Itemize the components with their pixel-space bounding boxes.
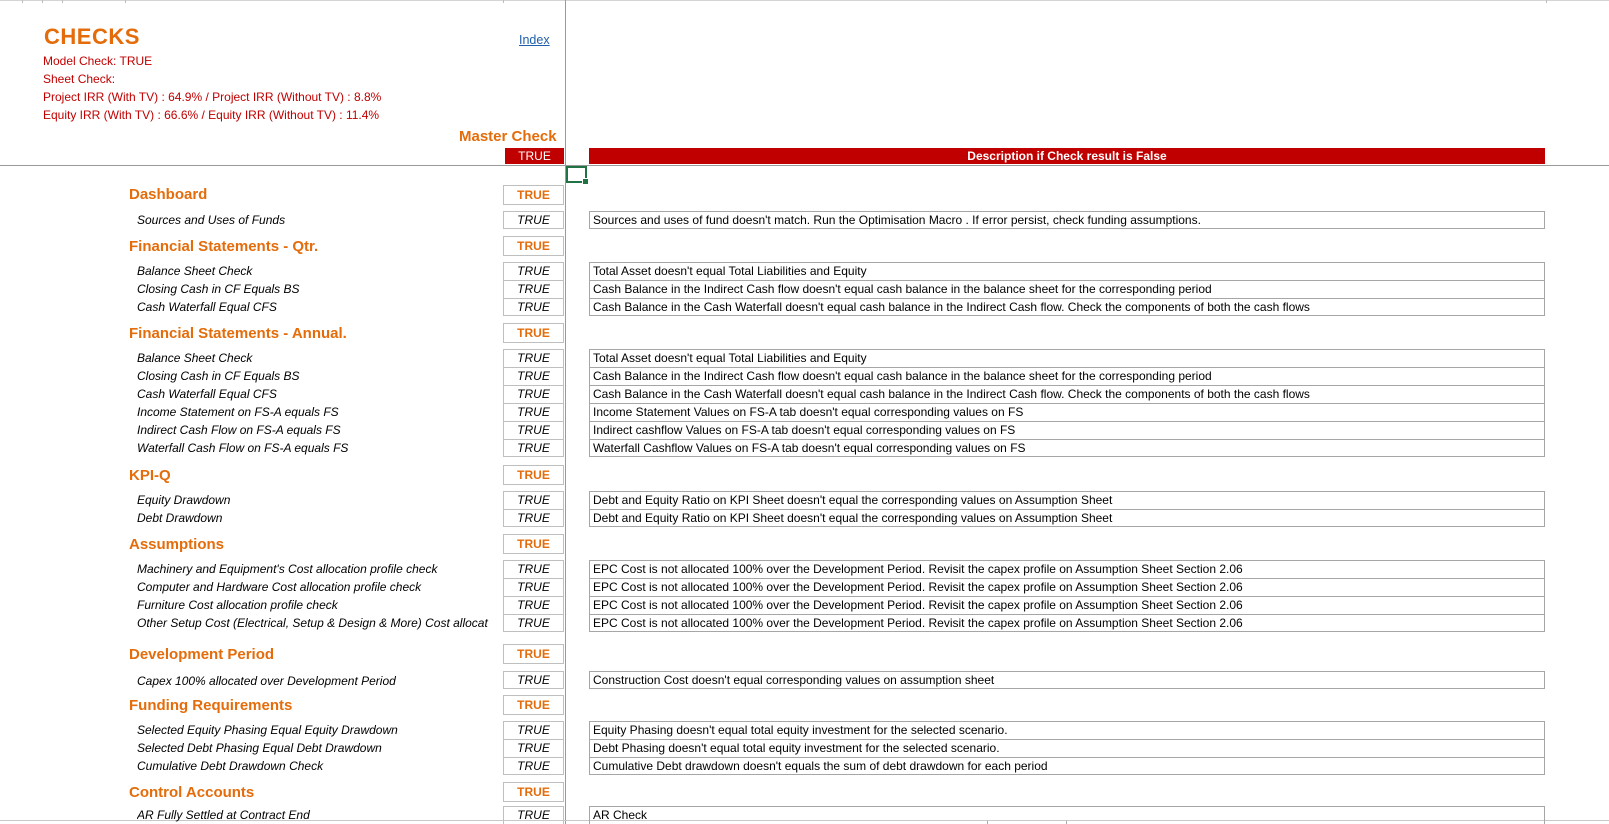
check-value[interactable]: TRUE [503, 280, 564, 298]
column-header-strip [0, 0, 1609, 4]
check-value[interactable]: TRUE [503, 671, 564, 689]
section-check-value[interactable]: TRUE [503, 695, 564, 715]
check-value[interactable]: TRUE [503, 491, 564, 509]
check-label: Capex 100% allocated over Development Period [137, 674, 396, 688]
check-label: AR Fully Settled at Contract End [137, 808, 310, 822]
freeze-pane-horizontal [0, 165, 1609, 166]
check-value[interactable]: TRUE [503, 211, 564, 229]
check-label: Computer and Hardware Cost allocation profile check [137, 580, 422, 594]
check-description[interactable]: AR Check [589, 806, 1545, 824]
section-check-value[interactable]: TRUE [503, 185, 564, 205]
check-label: Sources and Uses of Funds [137, 213, 286, 227]
check-value[interactable]: TRUE [503, 298, 564, 316]
section-check-value[interactable]: TRUE [503, 644, 564, 664]
section-check-value[interactable]: TRUE [503, 782, 564, 802]
section-title-kpi-q: KPI-Q [129, 467, 171, 484]
check-label: Equity Drawdown [137, 493, 231, 507]
check-value[interactable]: TRUE [503, 614, 564, 632]
section-title-assumptions: Assumptions [129, 536, 225, 553]
check-label: Selected Equity Phasing Equal Equity Drawdown [137, 723, 398, 737]
check-description[interactable]: Indirect cashflow Values on FS-A tab doesn't equal corresponding values on FS [589, 421, 1545, 439]
check-description[interactable]: EPC Cost is not allocated 100% over the Development Period. Revisit the capex profile on Assumption Sheet Section 2.06 [589, 596, 1545, 614]
check-value[interactable]: TRUE [503, 439, 564, 457]
section-title-fs-qtr: Financial Statements - Qtr. [129, 238, 319, 255]
check-label: Cash Waterfall Equal CFS [137, 300, 277, 314]
section-check-value[interactable]: TRUE [503, 465, 564, 485]
index-link[interactable]: Index [519, 33, 550, 47]
check-label: Balance Sheet Check [137, 351, 253, 365]
section-title-development-period: Development Period [129, 646, 275, 663]
check-description[interactable]: Debt and Equity Ratio on KPI Sheet doesn't equal the corresponding values on Assumption Sheet [589, 509, 1545, 527]
check-label: Cumulative Debt Drawdown Check [137, 759, 324, 773]
check-value[interactable]: TRUE [503, 757, 564, 775]
description-header: Description if Check result is False [589, 148, 1545, 164]
check-description[interactable]: Total Asset doesn't equal Total Liabilities and Equity [589, 349, 1545, 367]
check-label: Closing Cash in CF Equals BS [137, 282, 300, 296]
check-value[interactable]: TRUE [503, 806, 564, 824]
check-value[interactable]: TRUE [503, 509, 564, 527]
check-value[interactable]: TRUE [503, 385, 564, 403]
check-label: Other Setup Cost (Electrical, Setup & Design & More) Cost allocat [137, 616, 488, 630]
check-value[interactable]: TRUE [503, 349, 564, 367]
section-check-value[interactable]: TRUE [503, 534, 564, 554]
check-description[interactable]: Debt Phasing doesn't equal total equity investment for the selected scenario. [589, 739, 1545, 757]
section-check-value[interactable]: TRUE [503, 236, 564, 256]
check-description[interactable]: Cash Balance in the Cash Waterfall doesn't equal cash balance in the Indirect Cash flow. Check the components of both the cash flows [589, 385, 1545, 403]
check-description[interactable]: EPC Cost is not allocated 100% over the Development Period. Revisit the capex profile on Assumption Sheet Section 2.06 [589, 578, 1545, 596]
project-irr-text: Project IRR (With TV) : 64.9% / Project IRR (Without TV) : 8.8% [43, 90, 382, 104]
model-check-text: Model Check: TRUE [43, 54, 153, 68]
section-title-control-accounts: Control Accounts [129, 784, 255, 801]
check-value[interactable]: TRUE [503, 578, 564, 596]
check-value[interactable]: TRUE [503, 739, 564, 757]
check-label: Machinery and Equipment's Cost allocation profile check [137, 562, 438, 576]
check-description[interactable]: Cash Balance in the Indirect Cash flow doesn't equal cash balance in the balance sheet for the corresponding period [589, 280, 1545, 298]
active-cell-selection[interactable] [566, 166, 587, 183]
master-check-value[interactable]: TRUE [505, 148, 564, 164]
check-description[interactable]: Cash Balance in the Cash Waterfall doesn't equal cash balance in the Indirect Cash flow. Check the components of both the cash flows [589, 298, 1545, 316]
check-value[interactable]: TRUE [503, 596, 564, 614]
freeze-pane-vertical [565, 0, 566, 824]
check-value[interactable]: TRUE [503, 367, 564, 385]
check-description[interactable]: Cash Balance in the Indirect Cash flow doesn't equal cash balance in the balance sheet for the corresponding period [589, 367, 1545, 385]
page-title: CHECKS [44, 24, 140, 49]
check-description[interactable]: Income Statement Values on FS-A tab doesn't equal corresponding values on FS [589, 403, 1545, 421]
check-label: Debt Drawdown [137, 511, 223, 525]
check-label: Furniture Cost allocation profile check [137, 598, 338, 612]
check-label: Cash Waterfall Equal CFS [137, 387, 277, 401]
check-description[interactable]: Waterfall Cashflow Values on FS-A tab doesn't equal corresponding values on FS [589, 439, 1545, 457]
check-description[interactable]: Debt and Equity Ratio on KPI Sheet doesn't equal the corresponding values on Assumption Sheet [589, 491, 1545, 509]
section-title-fs-annual: Financial Statements - Annual. [129, 325, 347, 342]
check-label: Waterfall Cash Flow on FS-A equals FS [137, 441, 349, 455]
check-label: Income Statement on FS-A equals FS [137, 405, 339, 419]
section-check-value[interactable]: TRUE [503, 323, 564, 343]
master-check-label: Master Check [459, 128, 557, 145]
check-value[interactable]: TRUE [503, 560, 564, 578]
check-label: Balance Sheet Check [137, 264, 253, 278]
check-description[interactable]: Total Asset doesn't equal Total Liabilities and Equity [589, 262, 1545, 280]
check-description[interactable]: Cumulative Debt drawdown doesn't equals the sum of debt drawdown for each period [589, 757, 1545, 775]
check-description[interactable]: EPC Cost is not allocated 100% over the Development Period. Revisit the capex profile on Assumption Sheet Section 2.06 [589, 614, 1545, 632]
check-value[interactable]: TRUE [503, 262, 564, 280]
check-description[interactable]: EPC Cost is not allocated 100% over the Development Period. Revisit the capex profile on Assumption Sheet Section 2.06 [589, 560, 1545, 578]
check-description[interactable]: Construction Cost doesn't equal corresponding values on assumption sheet [589, 671, 1545, 689]
check-value[interactable]: TRUE [503, 403, 564, 421]
check-label: Indirect Cash Flow on FS-A equals FS [137, 423, 341, 437]
check-value[interactable]: TRUE [503, 421, 564, 439]
section-title-dashboard: Dashboard [129, 186, 208, 203]
check-value[interactable]: TRUE [503, 721, 564, 739]
sheet-check-text: Sheet Check: [43, 72, 116, 86]
check-description[interactable]: Sources and uses of fund doesn't match. Run the Optimisation Macro . If error persist, check funding assumptions. [589, 211, 1545, 229]
section-title-funding-requirements: Funding Requirements [129, 697, 293, 714]
check-label: Closing Cash in CF Equals BS [137, 369, 300, 383]
check-description[interactable]: Equity Phasing doesn't equal total equity investment for the selected scenario. [589, 721, 1545, 739]
check-label: Selected Debt Phasing Equal Debt Drawdown [137, 741, 382, 755]
equity-irr-text: Equity IRR (With TV) : 66.6% / Equity IRR (Without TV) : 11.4% [43, 108, 380, 122]
